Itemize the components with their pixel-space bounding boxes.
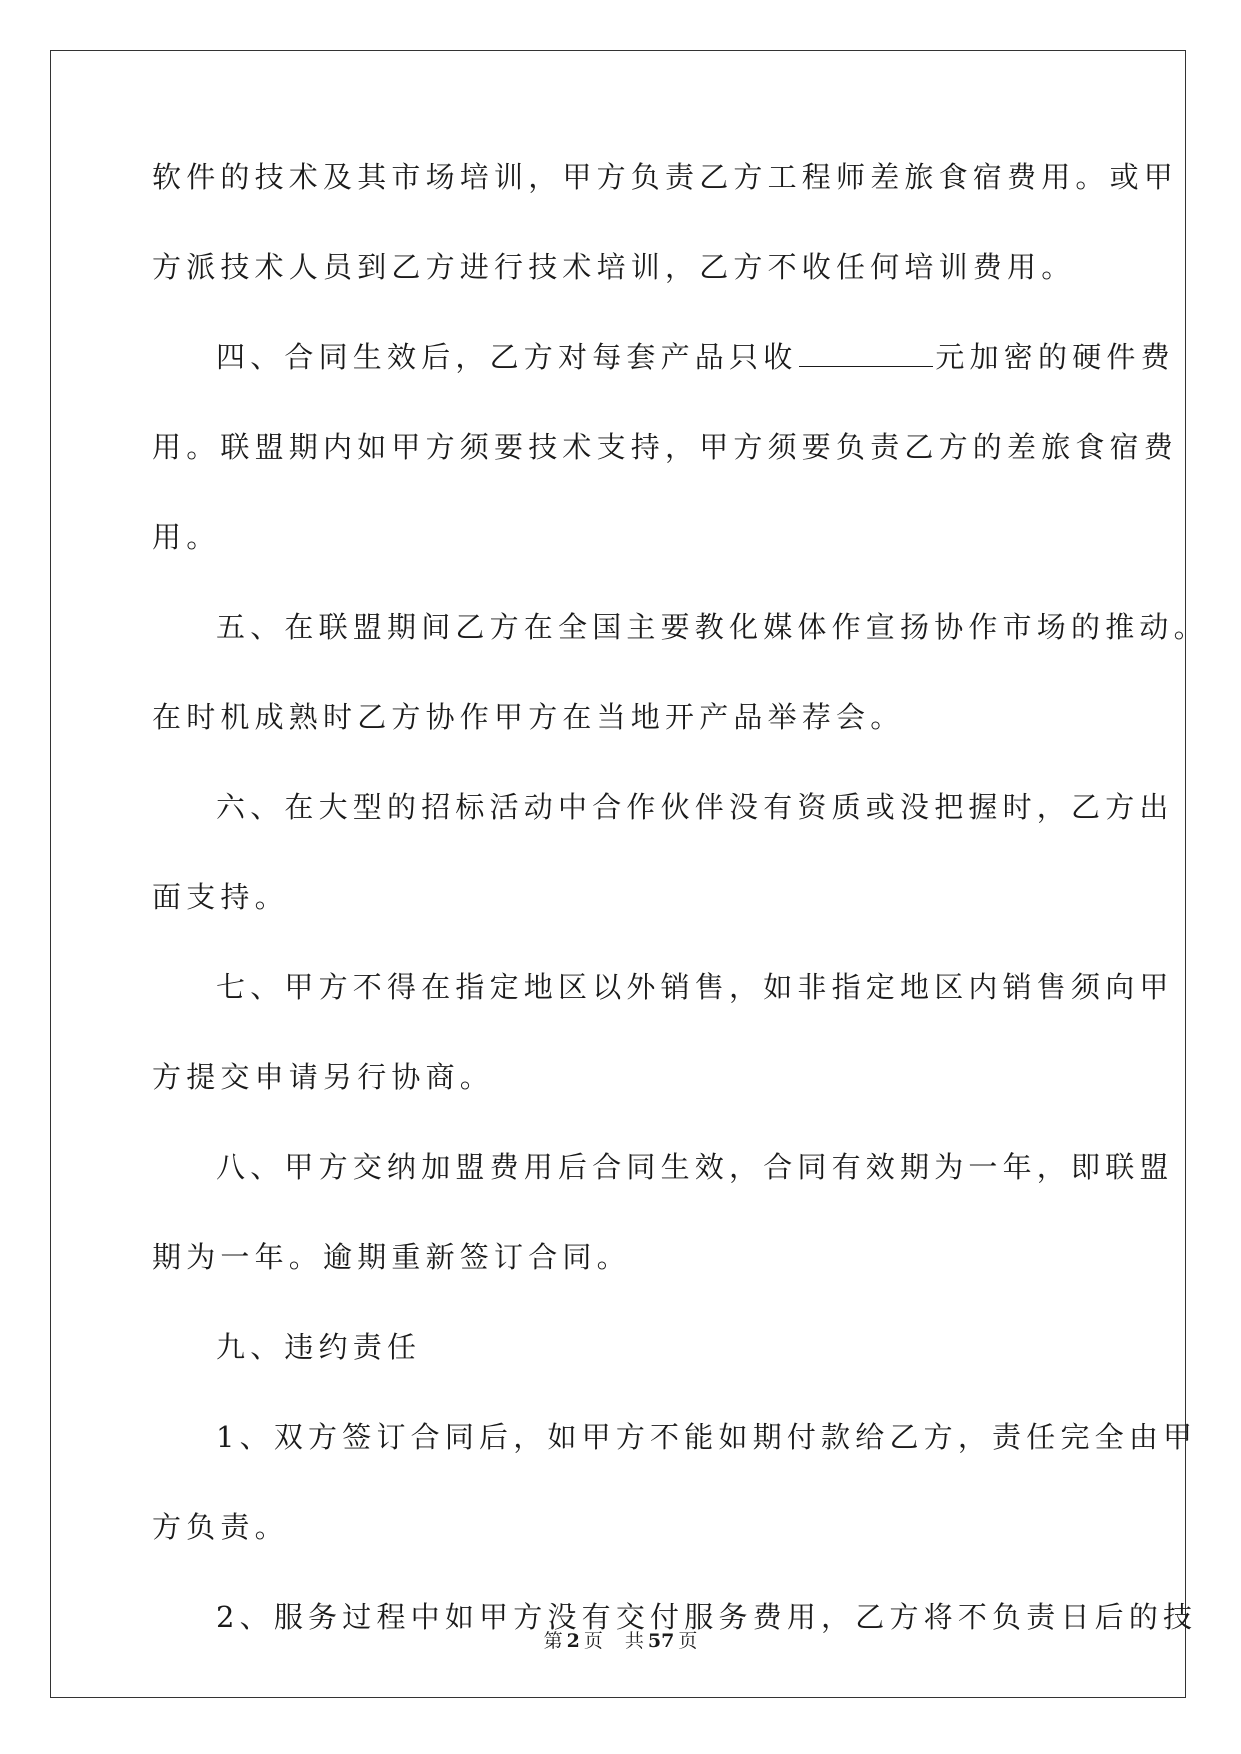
clause-5-line: 五、在联盟期间乙方在全国主要教化媒体作宣扬协作市场的推动。: [216, 610, 1208, 644]
clause-8-line: 八、甲方交纳加盟费用后合同生效，合同有效期为一年，即联盟: [216, 1150, 1174, 1184]
total-suffix: 页: [678, 1630, 698, 1652]
clause-4-text-after: 元加密的硬件费: [935, 340, 1175, 374]
clause-7-line: 七、甲方不得在指定地区以外销售，如非指定地区内销售须向甲: [216, 970, 1174, 1004]
page-footer: [0, 1626, 1241, 1653]
text-line: 软件的技术及其市场培训，甲方负责乙方工程师差旅食宿费用。或甲: [152, 160, 1179, 194]
fill-in-blank[interactable]: [799, 340, 933, 367]
page-prefix: 第: [543, 1630, 563, 1652]
text-line: 期为一年。逾期重新签订合同。: [152, 1240, 631, 1274]
page-number: 2: [566, 1630, 580, 1652]
total-pages: 57: [647, 1630, 675, 1652]
item-1-line: 1、双方签订合同后，如甲方不能如期付款给乙方，责任完全由甲: [216, 1420, 1198, 1454]
text-line: 方负责。: [152, 1510, 289, 1544]
clause-4-text-before: 四、合同生效后，乙方对每套产品只收: [216, 340, 798, 374]
clause-9-heading: 九、违约责任: [216, 1330, 422, 1364]
text-line: 用。: [152, 520, 221, 554]
item-2-line: 2、服务过程中如甲方没有交付服务费用，乙方将不负责日后的技: [216, 1600, 1198, 1634]
clause-4-line: [152, 340, 1175, 430]
clause-6-line: 六、在大型的招标活动中合作伙伴没有资质或没把握时，乙方出: [216, 790, 1174, 824]
page-suffix: 页: [583, 1630, 603, 1652]
text-line: 用。联盟期内如甲方须要技术支持，甲方须要负责乙方的差旅食宿费: [152, 430, 1179, 464]
text-line: 方派技术人员到乙方进行技术培训，乙方不收任何培训费用。: [152, 250, 1076, 284]
document-body: [152, 160, 1208, 1690]
text-line: 面支持。: [152, 880, 289, 914]
text-line: 在时机成熟时乙方协作甲方在当地开产品举荐会。: [152, 700, 905, 734]
text-line: 方提交申请另行协商。: [152, 1060, 495, 1094]
total-prefix: 共: [624, 1630, 644, 1652]
